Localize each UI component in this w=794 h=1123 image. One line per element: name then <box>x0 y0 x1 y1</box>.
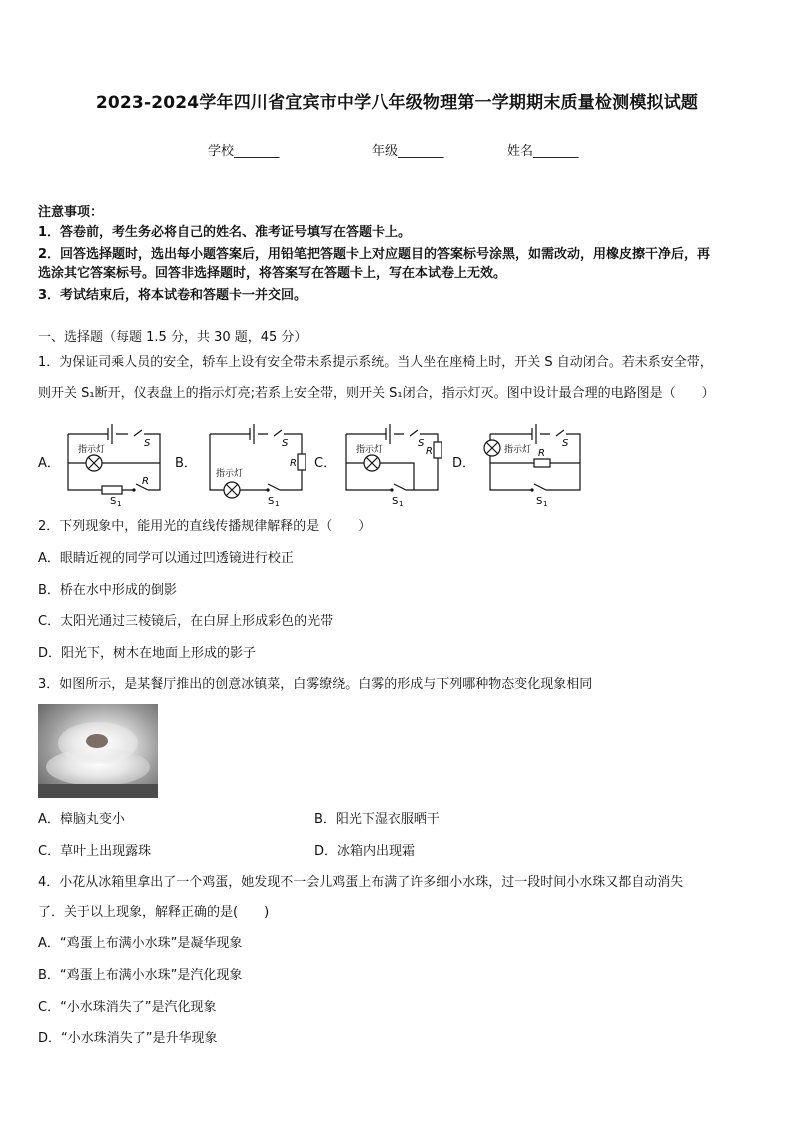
notice-item-2: 2．回答选择题时，选出每小题答案后，用铅笔把答题卡上对应题目的答案标号涂黑，如需改动，用橡皮擦干净后，再 <box>38 247 711 262</box>
q1-stem-line2: 则开关 S₁断开，仪表盘上的指示灯亮;若系上安全带，则开关 S₁闭合，指示灯灭。图中设计最合理的电路图是（ ） <box>38 386 715 401</box>
circuit-c-diagram <box>342 420 442 506</box>
q2-option-a: A．眼睛近视的同学可以通过凹透镜进行校正 <box>38 551 294 566</box>
q4-option-c: C．“小水珠消失了”是汽化现象 <box>38 1000 217 1015</box>
battery-symbol <box>386 424 390 444</box>
circuit-c-s1-label: S <box>392 496 399 506</box>
q3-option-a: A．樟脑丸变小 <box>38 812 125 827</box>
q2-option-b: B．桥在水中形成的倒影 <box>38 583 177 598</box>
notice-item-2-cont: 选涂其它答案标号。回答非选择题时，将答案写在答题卡上，写在本试卷上无效。 <box>38 266 507 281</box>
circuit-d-s1-label: S <box>536 496 543 506</box>
photo-food <box>86 734 108 748</box>
circuit-b-r-label: R <box>290 458 297 469</box>
circuit-b-diagram <box>206 420 306 506</box>
q3-option-b: B．阳光下湿衣服晒干 <box>314 812 440 827</box>
circuit-d-s-label: S <box>562 438 569 449</box>
photo-base <box>38 784 158 798</box>
q4-stem-line1: 4．小花从冰箱里拿出了一个鸡蛋，她发现不一会儿鸡蛋上布满了许多细小水珠，过一段时间小水珠又都自动消失 <box>38 875 684 890</box>
q4-option-d: D．“小水珠消失了”是升华现象 <box>38 1031 218 1046</box>
circuit-b-s-label: S <box>282 438 289 449</box>
notice-heading: 注意事项： <box>38 205 104 220</box>
q1-option-b-label: B． <box>175 456 197 471</box>
q3-option-d: D．冰箱内出现霜 <box>314 844 416 859</box>
q4-option-a: A．“鸡蛋上布满小水珠”是凝华现象 <box>38 936 243 951</box>
q1-circuit-b <box>206 420 306 506</box>
circuit-a-r-label: R <box>142 476 149 487</box>
q1-circuit-a <box>64 420 164 506</box>
circuit-d-lamp-label: 指示灯 <box>504 445 532 455</box>
circuit-d-diagram <box>478 420 584 506</box>
circuit-a-s-label: S <box>144 438 151 449</box>
grade-field: 年级_______ <box>372 144 444 159</box>
circuit-d-r-label: R <box>538 448 545 459</box>
circuit-b-s1-label: S <box>268 496 275 506</box>
section-heading: 一、选择题（每题 1.5 分，共 30 题，45 分） <box>38 330 308 345</box>
exam-title: 2023-2024学年四川省宜宾市中学八年级物理第一学期期末质量检测模拟试题 <box>95 93 699 113</box>
battery-symbol <box>250 424 254 444</box>
q3-option-c: C．草叶上出现露珠 <box>38 844 152 859</box>
q2-option-c: C．太阳光通过三棱镜后，在白屏上形成彩色的光带 <box>38 614 334 629</box>
circuit-c-lamp-label: 指示灯 <box>356 445 384 455</box>
circuit-b-s1-sub: 1 <box>275 500 280 506</box>
q4-option-b: B．“鸡蛋上布满小水珠”是汽化现象 <box>38 968 243 983</box>
circuit-a-lamp-label: 指示灯 <box>78 445 106 455</box>
q1-circuit-c <box>342 420 442 506</box>
notice-item-3: 3．考试结束后，将本试卷和答题卡一并交回。 <box>38 288 308 303</box>
circuit-a-s1-label: S <box>110 496 117 506</box>
name-field: 姓名_______ <box>507 144 579 159</box>
q4-stem-line2: 了．关于以上现象，解释正确的是( ) <box>38 905 270 920</box>
q1-stem-line1: 1．为保证司乘人员的安全，轿车上设有安全带未系提示系统。当人坐在座椅上时，开关 S 自动闭合。若未系安全带， <box>38 355 713 370</box>
circuit-c-r-label: R <box>426 446 433 457</box>
circuit-d-s1-sub: 1 <box>543 500 548 506</box>
q1-option-d-label: D． <box>452 456 476 471</box>
notice-item-1: 1．答卷前，考生务必将自己的姓名、准考证号填写在答题卡上。 <box>38 225 412 240</box>
q2-stem: 2．下列现象中，能用光的直线传播规律解释的是（ ） <box>38 519 372 534</box>
battery-symbol <box>108 424 112 444</box>
q1-circuit-d <box>478 420 584 506</box>
circuit-a-diagram <box>64 420 164 506</box>
circuit-b-lamp-label: 指示灯 <box>216 469 244 479</box>
school-field: 学校_______ <box>208 144 280 159</box>
q1-option-a-label: A． <box>38 456 60 471</box>
q3-photo-ice-dish <box>38 704 158 798</box>
battery-symbol <box>532 424 536 444</box>
circuit-c-s1-sub: 1 <box>399 500 404 506</box>
q1-option-c-label: C． <box>314 456 337 471</box>
q3-stem: 3．如图所示，是某餐厅推出的创意冰镇菜，白雾缭绕。白雾的形成与下列哪种物态变化现象相同 <box>38 677 593 692</box>
q2-option-d: D．阳光下，树木在地面上形成的影子 <box>38 646 257 661</box>
circuit-a-s1-sub: 1 <box>117 500 122 506</box>
circuit-c-s-label: S <box>418 438 425 449</box>
